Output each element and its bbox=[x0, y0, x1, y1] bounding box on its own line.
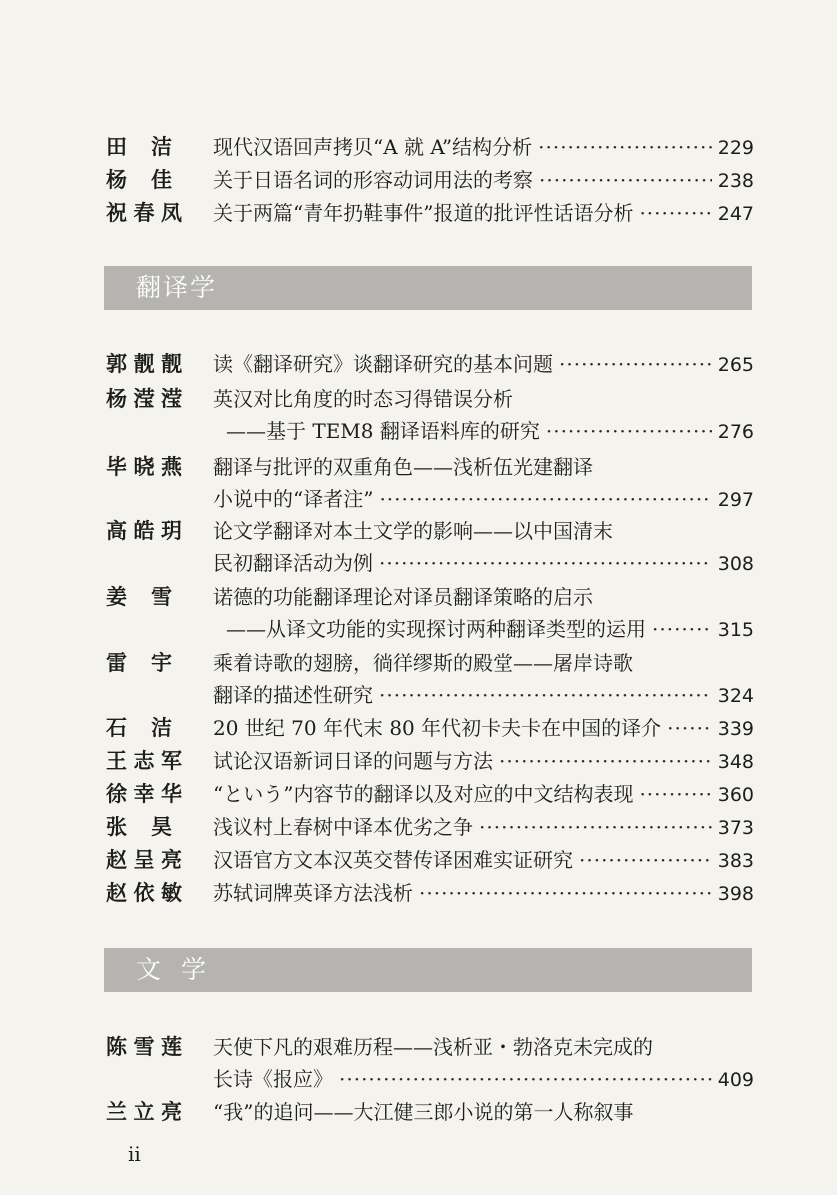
entry-page-number: 383 bbox=[717, 850, 754, 872]
leader-dots bbox=[379, 680, 712, 711]
entry-title: 读《翻译研究》谈翻译研究的基本问题 bbox=[213, 352, 553, 376]
entry-title-line bbox=[213, 1032, 754, 1063]
entry-title: “我”的追问——大江健三郎小说的第一人称叙事 bbox=[213, 1100, 634, 1124]
leader-dots bbox=[339, 1064, 712, 1095]
leader-dots bbox=[667, 713, 712, 744]
entry-title: 20 世纪 70 年代末 80 年代初卡夫卡在中国的译介 bbox=[213, 716, 662, 740]
entry-title: 汉语官方文本汉英交替传译困难实证研究 bbox=[213, 848, 573, 872]
entry-title: 试论汉语新词日译的问题与方法 bbox=[213, 749, 493, 773]
entry-subtitle: ——从译文功能的实现探讨两种翻译类型的运用 bbox=[226, 617, 646, 641]
leader-dots bbox=[639, 198, 711, 229]
leader-dots bbox=[538, 132, 712, 163]
leader-dots bbox=[499, 746, 712, 777]
entry-title-line bbox=[213, 548, 754, 579]
entry-author: 祝春凤 bbox=[106, 201, 182, 225]
leader-dots bbox=[379, 484, 711, 515]
entry-title: 英汉对比角度的时态习得错误分析 bbox=[213, 387, 513, 411]
entry-title-cont: 长诗《报应》 bbox=[213, 1067, 333, 1091]
entry-title-line bbox=[213, 582, 754, 613]
entry-title: 关于日语名词的形容动词用法的考察 bbox=[213, 168, 533, 192]
entry-title-cont: 翻译的描述性研究 bbox=[213, 683, 373, 707]
entry-title-cont: 民初翻译活动为例 bbox=[213, 551, 373, 575]
section-header-literature: 文学 bbox=[104, 948, 752, 992]
entry-page-number: 339 bbox=[717, 718, 754, 740]
entry-author: 徐幸华 bbox=[106, 782, 182, 806]
leader-dots bbox=[539, 165, 712, 196]
entry-author: 姜 雪 bbox=[106, 585, 172, 609]
entry-title-line bbox=[213, 484, 754, 515]
entry-author: 王志军 bbox=[106, 749, 182, 773]
entry-title: 诺德的功能翻译理论对译员翻译策略的启示 bbox=[213, 585, 593, 609]
entry-page-number: 308 bbox=[717, 553, 754, 575]
entry-title: 乘着诗歌的翅膀，徜徉缪斯的殿堂——屠岸诗歌 bbox=[213, 651, 633, 675]
entry-title-line bbox=[213, 165, 754, 196]
entry-title-line bbox=[213, 648, 754, 679]
entry-page-number: 409 bbox=[717, 1069, 754, 1091]
entry-title-line bbox=[226, 614, 754, 645]
entry-title-line bbox=[226, 416, 754, 447]
entry-author: 赵呈亮 bbox=[106, 848, 182, 872]
entry-author: 赵依敏 bbox=[106, 881, 182, 905]
entry-title-line bbox=[213, 845, 754, 876]
leader-dots bbox=[379, 548, 712, 579]
entry-title: 现代汉语回声拷贝“A 就 A”结构分析 bbox=[213, 135, 533, 159]
leader-dots bbox=[559, 349, 712, 380]
entry-title-line bbox=[213, 452, 754, 483]
leader-dots bbox=[639, 779, 711, 810]
entry-title-line bbox=[213, 779, 754, 810]
entry-title: 论文学翻译对本土文学的影响——以中国清末 bbox=[213, 519, 613, 543]
entry-title-line bbox=[213, 198, 754, 229]
entry-title: 翻译与批评的双重角色——浅析伍光建翻译 bbox=[213, 455, 593, 479]
leader-dots bbox=[546, 416, 712, 447]
entry-title: 浅议村上春树中译本优劣之争 bbox=[213, 815, 473, 839]
entry-author: 杨 佳 bbox=[106, 168, 172, 192]
entry-page-number: 373 bbox=[717, 817, 754, 839]
entry-page-number: 238 bbox=[717, 170, 754, 192]
leader-dots bbox=[579, 845, 712, 876]
entry-page-number: 247 bbox=[717, 203, 754, 225]
entry-title: 关于两篇“青年扔鞋事件”报道的批评性话语分析 bbox=[213, 201, 634, 225]
entry-title: 苏轼词牌英译方法浅析 bbox=[213, 881, 413, 905]
entry-page-number: 315 bbox=[717, 619, 754, 641]
entry-title-line bbox=[213, 349, 754, 380]
entry-page-number: 265 bbox=[717, 354, 754, 376]
entry-page-number: 229 bbox=[717, 137, 754, 159]
entry-title-line bbox=[213, 746, 754, 777]
entry-page-number: 360 bbox=[717, 784, 754, 806]
entry-title: “という”内容节的翻译以及对应的中文结构表现 bbox=[213, 782, 634, 806]
entry-author: 石 洁 bbox=[106, 716, 172, 740]
entry-page-number: 276 bbox=[717, 421, 754, 443]
entry-title-line bbox=[213, 812, 754, 843]
entry-author: 毕晓燕 bbox=[106, 455, 182, 479]
entry-title: 天使下凡的艰难历程——浅析亚・勃洛克未完成的 bbox=[213, 1035, 653, 1059]
entry-author: 雷 宇 bbox=[106, 651, 172, 675]
entry-author: 田 洁 bbox=[106, 135, 172, 159]
entry-title-line bbox=[213, 680, 754, 711]
entry-page-number: 398 bbox=[717, 883, 754, 905]
entry-title-line bbox=[213, 132, 754, 163]
entry-author: 高皓玥 bbox=[106, 519, 182, 543]
entry-author: 兰立亮 bbox=[106, 1100, 182, 1124]
entry-title-line bbox=[213, 516, 754, 547]
section-header-translation: 翻译学 bbox=[104, 266, 752, 310]
entry-title-line bbox=[213, 713, 754, 744]
entry-title-line bbox=[213, 384, 754, 415]
entry-page-number: 297 bbox=[717, 489, 754, 511]
entry-author: 郭靓靓 bbox=[106, 352, 182, 376]
entry-subtitle: ——基于 TEM8 翻译语料库的研究 bbox=[226, 419, 540, 443]
entry-page-number: 324 bbox=[717, 685, 754, 707]
leader-dots bbox=[419, 878, 712, 909]
entry-author: 陈雪莲 bbox=[106, 1035, 182, 1059]
leader-dots bbox=[652, 614, 712, 645]
page-number-footer: ii bbox=[128, 1142, 141, 1166]
entry-title-line bbox=[213, 878, 754, 909]
leader-dots bbox=[479, 812, 712, 843]
entry-author: 杨滢滢 bbox=[106, 387, 182, 411]
entry-title-line bbox=[213, 1097, 754, 1128]
entry-title-cont: 小说中的“译者注” bbox=[213, 487, 374, 511]
entry-title-line bbox=[213, 1064, 754, 1095]
entry-page-number: 348 bbox=[717, 751, 754, 773]
entry-author: 张 昊 bbox=[106, 815, 172, 839]
